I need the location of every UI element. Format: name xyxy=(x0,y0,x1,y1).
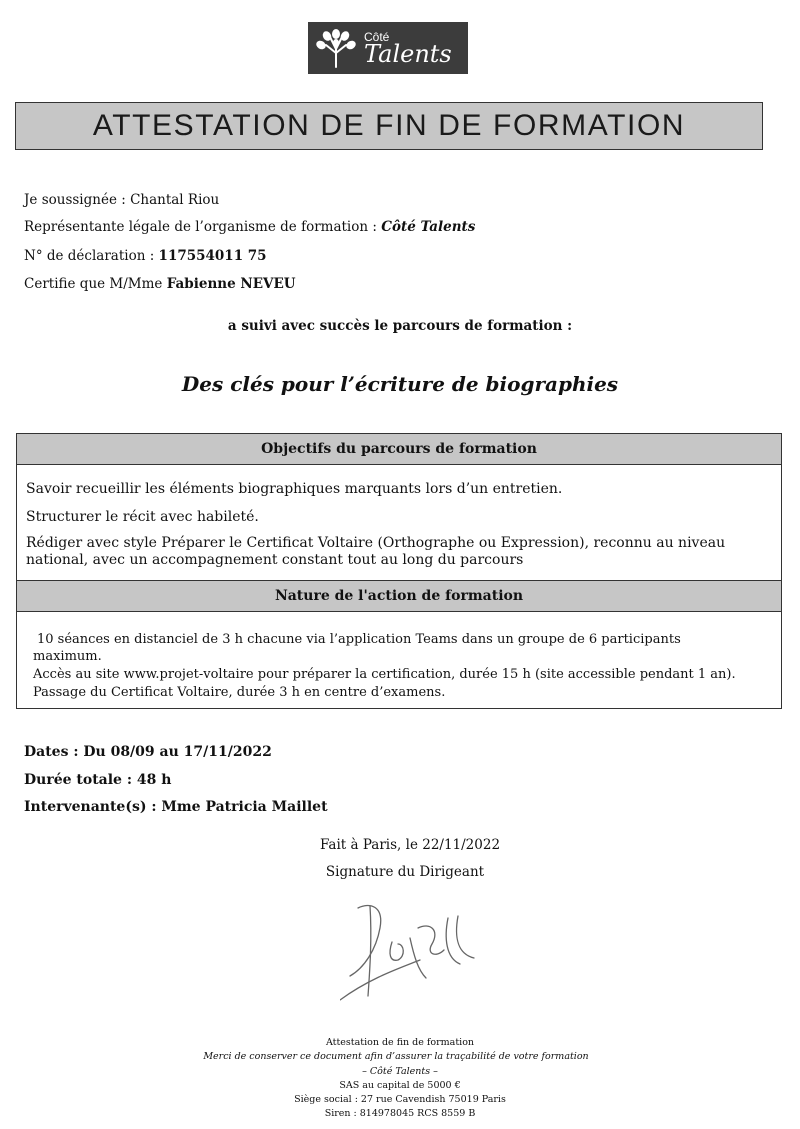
nature-item: maximum. xyxy=(33,649,102,664)
document-title: ATTESTATION DE FIN DE FORMATION xyxy=(92,109,686,142)
objectives-header xyxy=(17,434,781,465)
participant-name: Fabienne NEVEU xyxy=(166,276,296,292)
signature-label: Signature du Dirigeant xyxy=(325,864,485,880)
objective-item: Rédiger avec style Préparer le Certificat Voltaire (Orthographe ou Expression), reconnu au niveau xyxy=(26,535,726,551)
logo-talents-text: Talents xyxy=(364,39,452,68)
intervenant-line: Intervenante(s) : Mme Patricia Maillet xyxy=(24,799,328,815)
nature-header xyxy=(17,580,781,612)
objective-item: Structurer le récit avec habileté. xyxy=(26,509,259,525)
footer-line-6: Siren : 814978045 RCS 8559 B xyxy=(324,1108,476,1119)
nature-item: Passage du Certificat Voltaire, durée 3 h en centre d’examens. xyxy=(33,685,446,700)
course-title: Des clés pour l’écriture de biographies xyxy=(181,372,619,396)
duree-line: Durée totale : 48 h xyxy=(24,772,172,788)
nature-header-text: Nature de l'action de formation xyxy=(274,588,524,604)
certifie-line xyxy=(24,276,296,292)
footer-line-4: SAS au capital de 5000 € xyxy=(339,1080,461,1091)
representante-line xyxy=(24,219,475,235)
handwritten-signature xyxy=(340,898,490,1013)
declaration-label: N° de déclaration : xyxy=(24,248,159,264)
soussignee-name: Chantal Riou xyxy=(130,192,220,208)
dates-line: Dates : Du 08/09 au 17/11/2022 xyxy=(24,744,272,760)
footer-line-1: Attestation de fin de formation xyxy=(325,1037,475,1048)
footer-line-5: Siège social : 27 rue Cavendish 75019 Paris xyxy=(294,1094,506,1105)
footer-line-2: Merci de conserver ce document afin d’assurer la traçabilité de votre formation xyxy=(203,1051,589,1062)
objectives-header-text: Objectifs du parcours de formation xyxy=(261,441,537,457)
nature-item: Accès au site www.projet-voltaire pour préparer la certification, durée 15 h (site accessible pendant 1 an). xyxy=(33,667,736,682)
organisme-name: Côté Talents xyxy=(381,219,476,235)
representante-label: Représentante légale de l’organisme de formation : xyxy=(24,219,382,235)
logo-cote-text: Côté xyxy=(364,29,390,44)
objective-item: Savoir recueillir les éléments biographiques marquants lors d’un entretien. xyxy=(26,481,563,497)
nature-item: 10 séances en distanciel de 3 h chacune via l’application Teams dans un groupe de 6 participants xyxy=(37,632,681,647)
soussignee-label: Je soussignée : xyxy=(24,192,131,208)
company-logo xyxy=(308,22,468,74)
declaration-number: 117554011 75 xyxy=(158,248,267,264)
success-statement: a suivi avec succès le parcours de formation : xyxy=(227,318,573,334)
title-banner xyxy=(15,102,763,150)
place-date: Fait à Paris, le 22/11/2022 xyxy=(319,837,501,853)
logo-wordmark xyxy=(364,31,452,66)
footer-line-3: – Côté Talents – xyxy=(362,1066,438,1077)
certifie-label: Certifie que M/Mme xyxy=(24,276,167,292)
declaration-line xyxy=(24,248,267,264)
soussignee-line xyxy=(24,192,219,208)
tree-icon xyxy=(314,27,358,69)
formation-table xyxy=(16,433,782,709)
objective-item: national, avec un accompagnement constant tout au long du parcours xyxy=(26,552,524,568)
